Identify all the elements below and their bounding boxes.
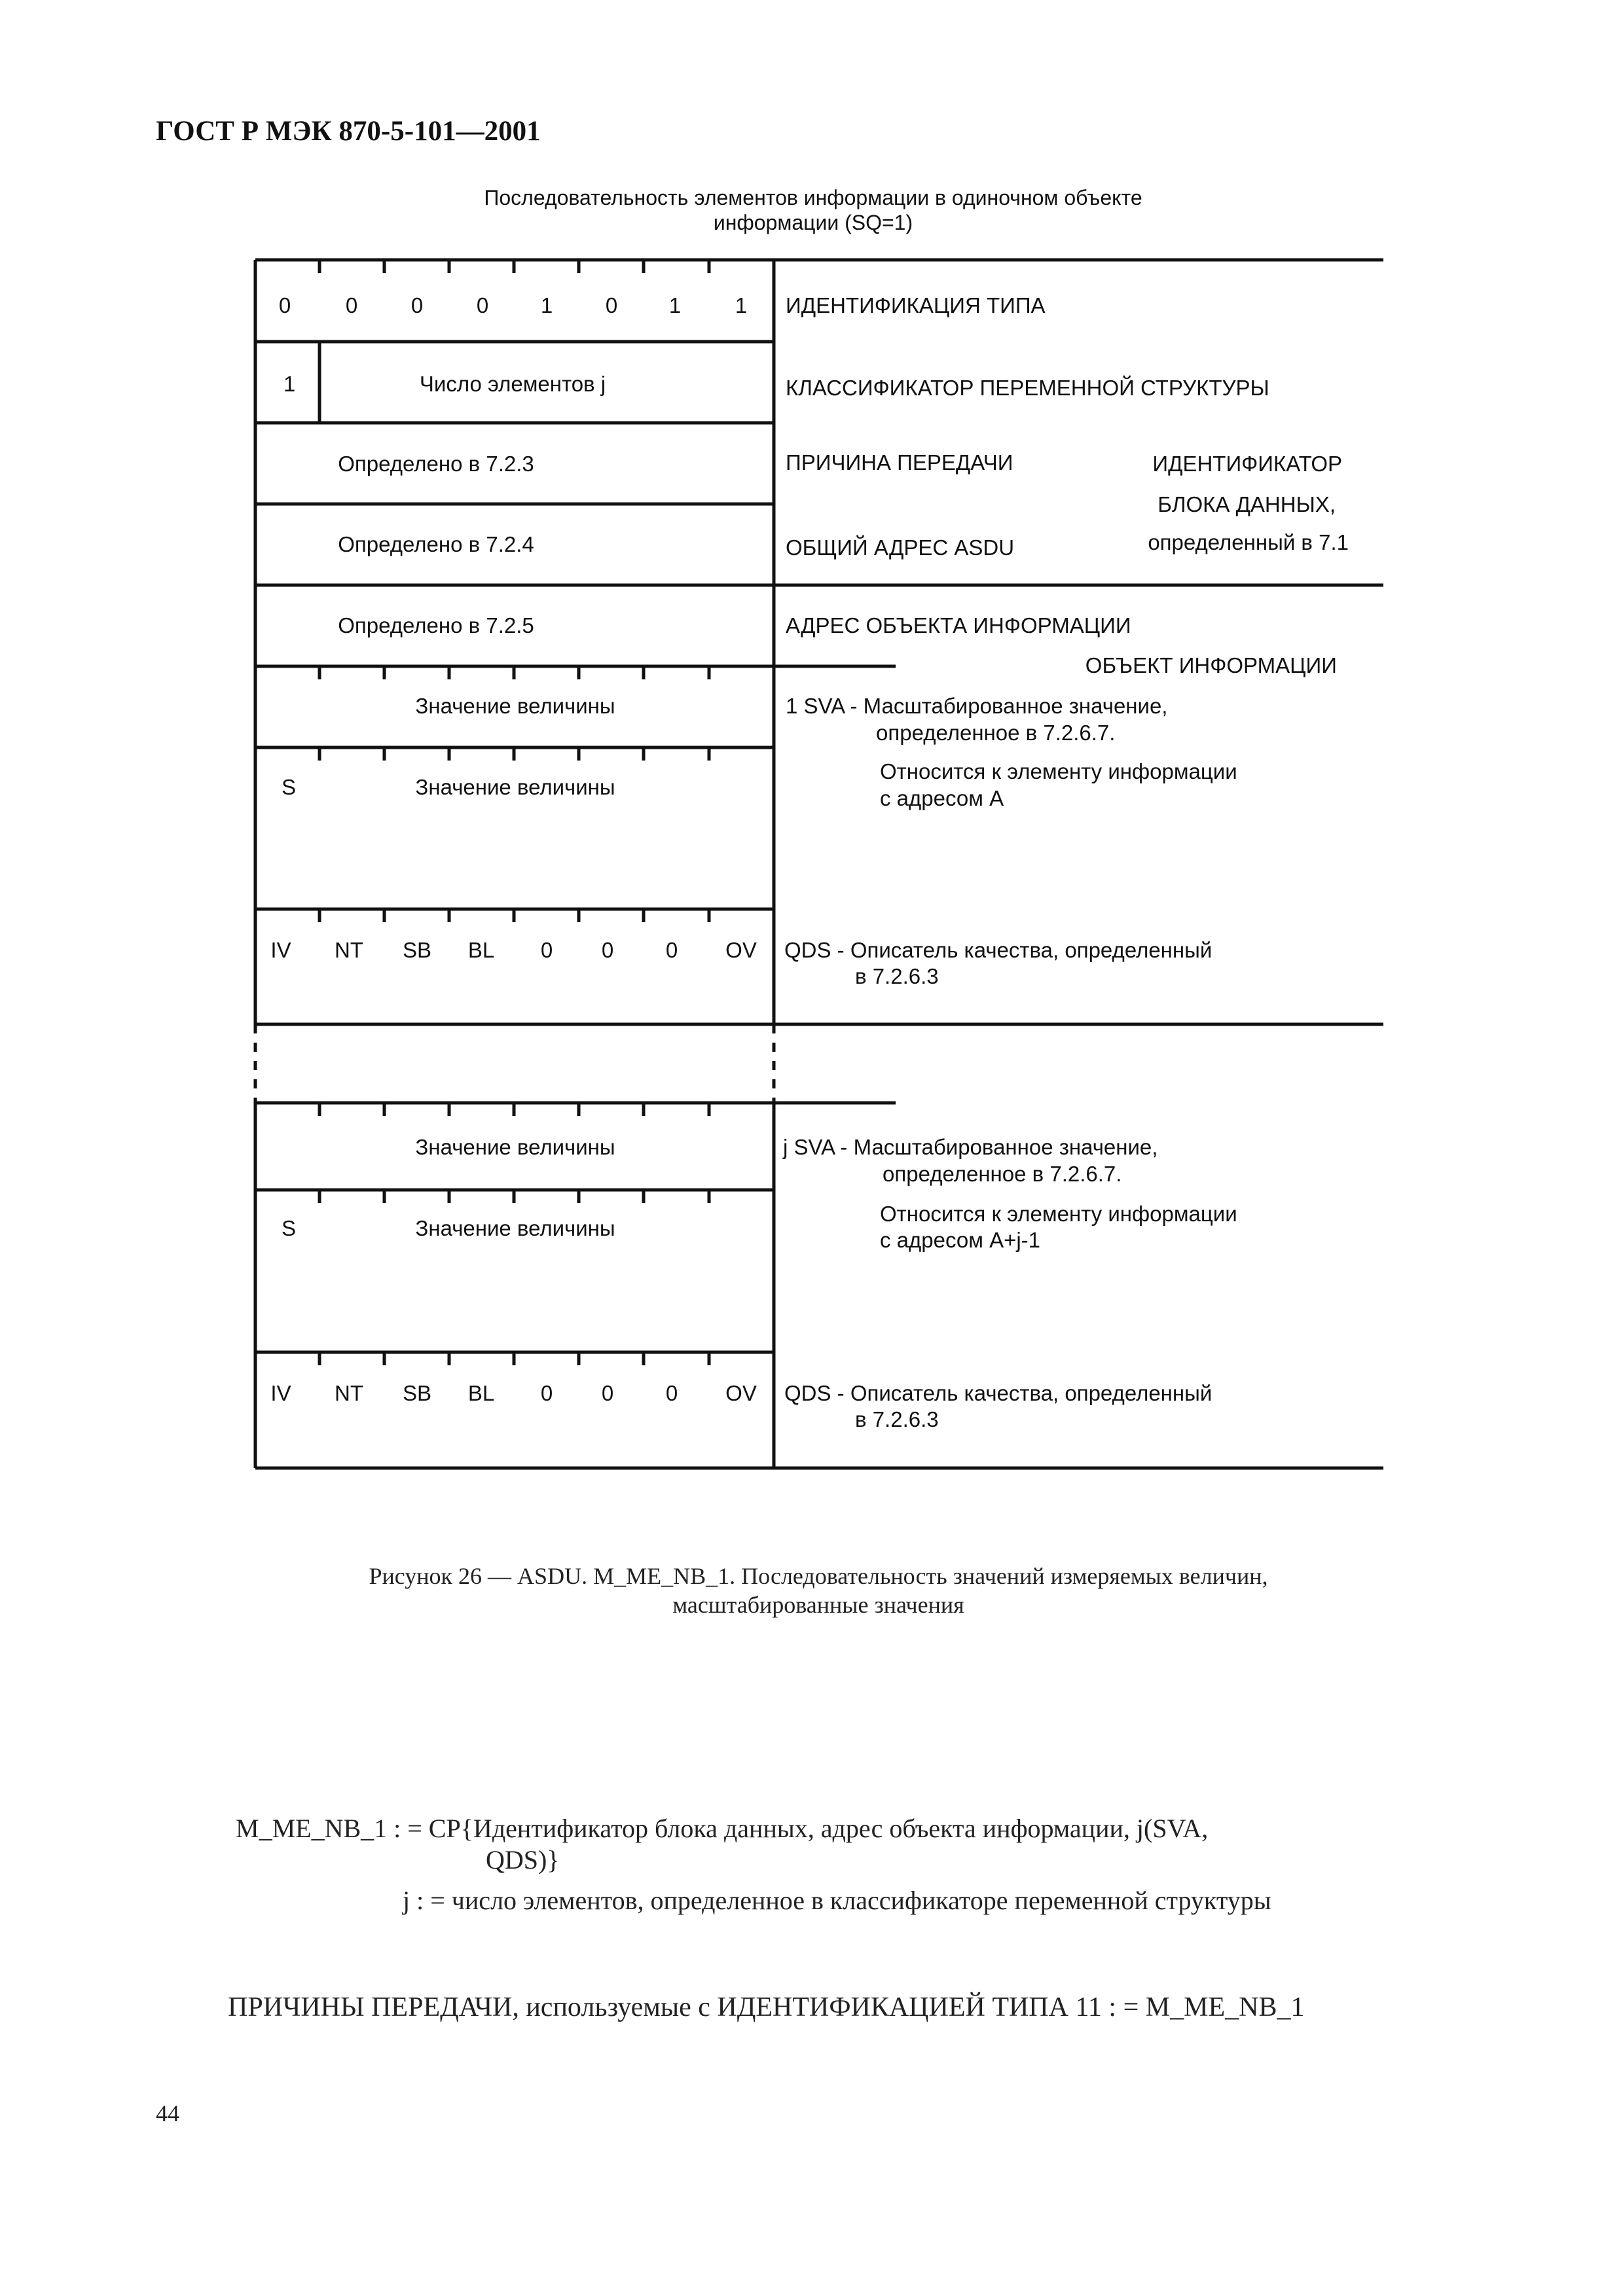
page-header: ГОСТ Р МЭК 870-5-101—2001 xyxy=(156,116,541,147)
info-object-label: ОБЪЕКТ ИНФОРМАЦИИ xyxy=(1085,653,1337,677)
ticks-value-row-1 xyxy=(319,666,709,679)
type-bit: 0 xyxy=(410,293,424,317)
value-text-2: Значение величины xyxy=(415,775,615,799)
ticks-value-row-2 xyxy=(319,747,709,761)
svaj-line4: с адресом А+j-1 xyxy=(880,1228,1041,1252)
vsq-number-text: Число элементов j xyxy=(419,372,606,396)
qds-bit: NT xyxy=(335,1381,363,1405)
type-id-label: ИДЕНТИФИКАЦИЯ ТИПА xyxy=(786,293,1046,317)
qds-bit: SB xyxy=(402,938,432,962)
dui-line2: БЛОКА ДАННЫХ, xyxy=(1158,492,1336,516)
ioa-label: АДРЕС ОБЪЕКТА ИНФОРМАЦИИ xyxy=(786,613,1131,637)
sva1-line3: Относится к элементу информации xyxy=(880,759,1237,783)
vsq-sq-bit: 1 xyxy=(283,372,296,396)
ticks-qds-row-2 xyxy=(319,1352,709,1365)
qds-bit: 0 xyxy=(665,1381,678,1405)
type-bit: 1 xyxy=(540,293,553,317)
qds-bits-2 xyxy=(270,1381,756,1405)
qds-bit: 0 xyxy=(540,1381,553,1405)
sva1-line4: с адресом А xyxy=(880,786,1004,810)
qds-bit: NT xyxy=(335,938,363,962)
type-id-bits xyxy=(279,293,747,317)
diagram-title-line1: Последовательность элементов информации в одиночном объекте xyxy=(484,186,1142,209)
type-bit: 0 xyxy=(278,293,291,317)
caption-line1: Рисунок 26 — ASDU. M_ME_NB_1. Последовательность значений измеряемых величин, xyxy=(369,1563,1268,1589)
type-bit: 1 xyxy=(735,293,748,317)
qds-bit: 0 xyxy=(665,938,678,962)
svaj-line1: j SVA - Масштабированное значение, xyxy=(783,1135,1158,1159)
cot-label: ПРИЧИНА ПЕРЕДАЧИ xyxy=(786,450,1013,475)
qds-bit: 0 xyxy=(601,1381,614,1405)
ticks-type-row xyxy=(319,260,709,273)
svaj-line2: определенное в 7.2.6.7. xyxy=(883,1162,1122,1186)
qds-bit: IV xyxy=(270,938,291,962)
type-bit: 0 xyxy=(605,293,618,317)
value-text-3: Значение величины xyxy=(415,1135,615,1159)
type-bit: 0 xyxy=(345,293,358,317)
common-address-label: ОБЩИЙ АДРЕС ASDU xyxy=(786,535,1015,560)
qds-bit: IV xyxy=(270,1381,291,1405)
cot-text: Определено в 7.2.3 xyxy=(338,452,534,476)
figure-caption xyxy=(196,1562,1440,1619)
qds-bit: BL xyxy=(467,1381,495,1405)
definition-line3: j : = число элементов, определенное в классификаторе переменной структуры xyxy=(403,1886,1271,1915)
diagram-title-line2: информации (SQ=1) xyxy=(713,211,913,234)
sva1-line1: 1 SVA - Масштабированное значение, xyxy=(786,694,1168,718)
sva1-line2: определенное в 7.2.6.7. xyxy=(876,721,1116,745)
diagram-frame xyxy=(255,260,1383,1468)
qds1-line1: QDS - Описатель качества, определенный xyxy=(784,938,1213,962)
page-number: 44 xyxy=(156,2100,179,2126)
definition-line2: QDS)} xyxy=(486,1845,560,1874)
ticks-value-row-3 xyxy=(319,1103,709,1116)
value-text-1: Значение величины xyxy=(415,694,615,718)
dui-line1: ИДЕНТИФИКАТОР xyxy=(1152,452,1342,476)
value-text-4: Значение величины xyxy=(415,1216,615,1240)
dui-line3: определенный в 7.1 xyxy=(1148,530,1349,554)
bit-ticks xyxy=(319,260,709,1365)
cause-of-transmission-line: ПРИЧИНЫ ПЕРЕДАЧИ, используемые с ИДЕНТИФИКАЦИЕЙ ТИПА 11 : = M_ME_NB_1 xyxy=(228,1992,1305,2022)
svaj-line3: Относится к элементу информации xyxy=(880,1202,1237,1226)
type-bit: 1 xyxy=(668,293,682,317)
caption-line2: масштабированные значения xyxy=(672,1592,964,1618)
qds-bit: 0 xyxy=(601,938,614,962)
qds1-line2: в 7.2.6.3 xyxy=(855,964,939,988)
qds2-line2: в 7.2.6.3 xyxy=(855,1407,939,1431)
common-address-text: Определено в 7.2.4 xyxy=(338,532,534,556)
sign-bit-1: S xyxy=(281,775,297,799)
ioa-text: Определено в 7.2.5 xyxy=(338,613,534,637)
qds-bit: 0 xyxy=(540,938,553,962)
qds-bit: BL xyxy=(467,938,495,962)
ticks-qds-row-1 xyxy=(319,909,709,922)
qds2-line1: QDS - Описатель качества, определенный xyxy=(784,1381,1213,1405)
vsq-label: КЛАССИФИКАТОР ПЕРЕМЕННОЙ СТРУКТУРЫ xyxy=(786,376,1269,400)
qds-bit: SB xyxy=(402,1381,432,1405)
definition-line1: M_ME_NB_1 : = CP{Идентификатор блока данных, адрес объекта информации, j(SVA, xyxy=(236,1814,1209,1843)
sign-bit-2: S xyxy=(281,1216,297,1240)
qds-bits-1 xyxy=(270,938,756,962)
type-bit: 0 xyxy=(476,293,489,317)
qds-bit: OV xyxy=(725,938,757,962)
qds-bit: OV xyxy=(725,1381,757,1405)
ticks-value-row-4 xyxy=(319,1190,709,1203)
